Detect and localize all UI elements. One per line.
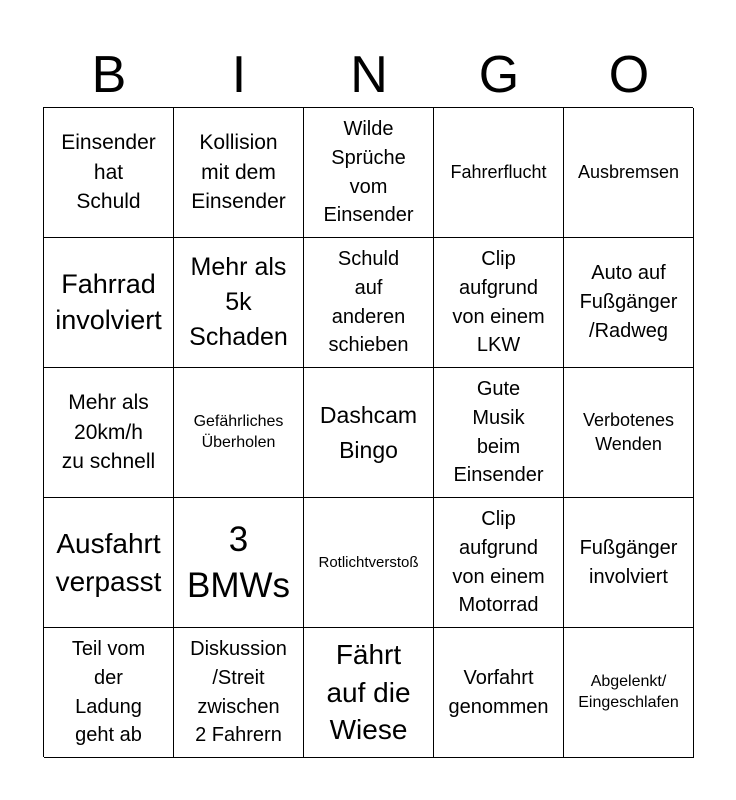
- cell-text: Einsender hat Schuld: [61, 131, 156, 214]
- bingo-cell[interactable]: [174, 238, 304, 368]
- bingo-cell[interactable]: [304, 498, 434, 628]
- header-letter-i: I: [231, 46, 247, 104]
- cell-text: Fahrrad involviert: [55, 268, 162, 335]
- bingo-cell[interactable]: [564, 498, 694, 628]
- bingo-cell[interactable]: [174, 368, 304, 498]
- cell-text: Mehr als 20km/h zu schnell: [61, 391, 156, 474]
- cell-text: Vorfahrt genommen: [448, 666, 549, 718]
- bingo-header: [44, 44, 694, 106]
- bingo-cell[interactable]: [304, 238, 434, 368]
- bingo-cell[interactable]: [44, 498, 174, 628]
- bingo-cell[interactable]: [564, 108, 694, 238]
- cell-text: Fahrerflucht: [450, 161, 547, 182]
- cell-text: 3 BMWs: [186, 520, 291, 605]
- bingo-cell[interactable]: [304, 628, 434, 758]
- cell-text: Clip aufgrund von einem Motorrad: [452, 507, 545, 617]
- cell-text: Fährt auf die Wiese: [326, 639, 411, 746]
- bingo-cell[interactable]: [564, 628, 694, 758]
- bingo-cell[interactable]: [434, 498, 564, 628]
- bingo-cell[interactable]: [174, 498, 304, 628]
- bingo-cell[interactable]: [434, 628, 564, 758]
- bingo-cell[interactable]: [564, 368, 694, 498]
- bingo-cell[interactable]: [174, 628, 304, 758]
- cell-text: Dashcam Bingo: [319, 402, 418, 463]
- cell-text: Fußgänger involviert: [579, 536, 678, 588]
- cell-text: Ausfahrt verpasst: [55, 527, 162, 597]
- cell-text: Schuld auf anderen schieben: [328, 247, 409, 357]
- cell-text: Abgelenkt/ Eingeschlafen: [578, 672, 679, 711]
- cell-text: Teil vom der Ladung geht ab: [71, 637, 146, 747]
- header-letter-n: N: [350, 46, 388, 104]
- header-letter-g: G: [478, 46, 520, 104]
- bingo-cell[interactable]: [44, 368, 174, 498]
- bingo-cell[interactable]: [434, 108, 564, 238]
- cell-text: Ausbremsen: [577, 161, 680, 182]
- bingo-cell[interactable]: [44, 108, 174, 238]
- bingo-cell[interactable]: [434, 368, 564, 498]
- bingo-cell[interactable]: [304, 368, 434, 498]
- header-letter-b: B: [91, 46, 127, 104]
- cell-text: Rotlichtverstoß: [318, 553, 419, 571]
- cell-text: Gefährliches Überholen: [193, 412, 284, 451]
- cell-text: Verbotenes Wenden: [582, 410, 675, 454]
- cell-text: Diskussion /Streit zwischen 2 Fahrern: [190, 637, 287, 747]
- cell-text: Kollision mit dem Einsender: [191, 131, 286, 214]
- cell-text: Clip aufgrund von einem LKW: [452, 247, 545, 357]
- bingo-cell[interactable]: [564, 238, 694, 368]
- bingo-board: [43, 107, 693, 757]
- cell-text: Mehr als 5k Schaden: [189, 253, 288, 351]
- bingo-cell[interactable]: [434, 238, 564, 368]
- bingo-cell[interactable]: [174, 108, 304, 238]
- header-letter-o: O: [608, 46, 650, 104]
- cell-text: Gute Musik beim Einsender: [453, 377, 544, 487]
- cell-text: Auto auf Fußgänger /Radweg: [579, 262, 678, 342]
- bingo-cell[interactable]: [304, 108, 434, 238]
- bingo-cell[interactable]: [44, 238, 174, 368]
- cell-text: Wilde Sprüche vom Einsender: [323, 117, 414, 227]
- bingo-cell[interactable]: [44, 628, 174, 758]
